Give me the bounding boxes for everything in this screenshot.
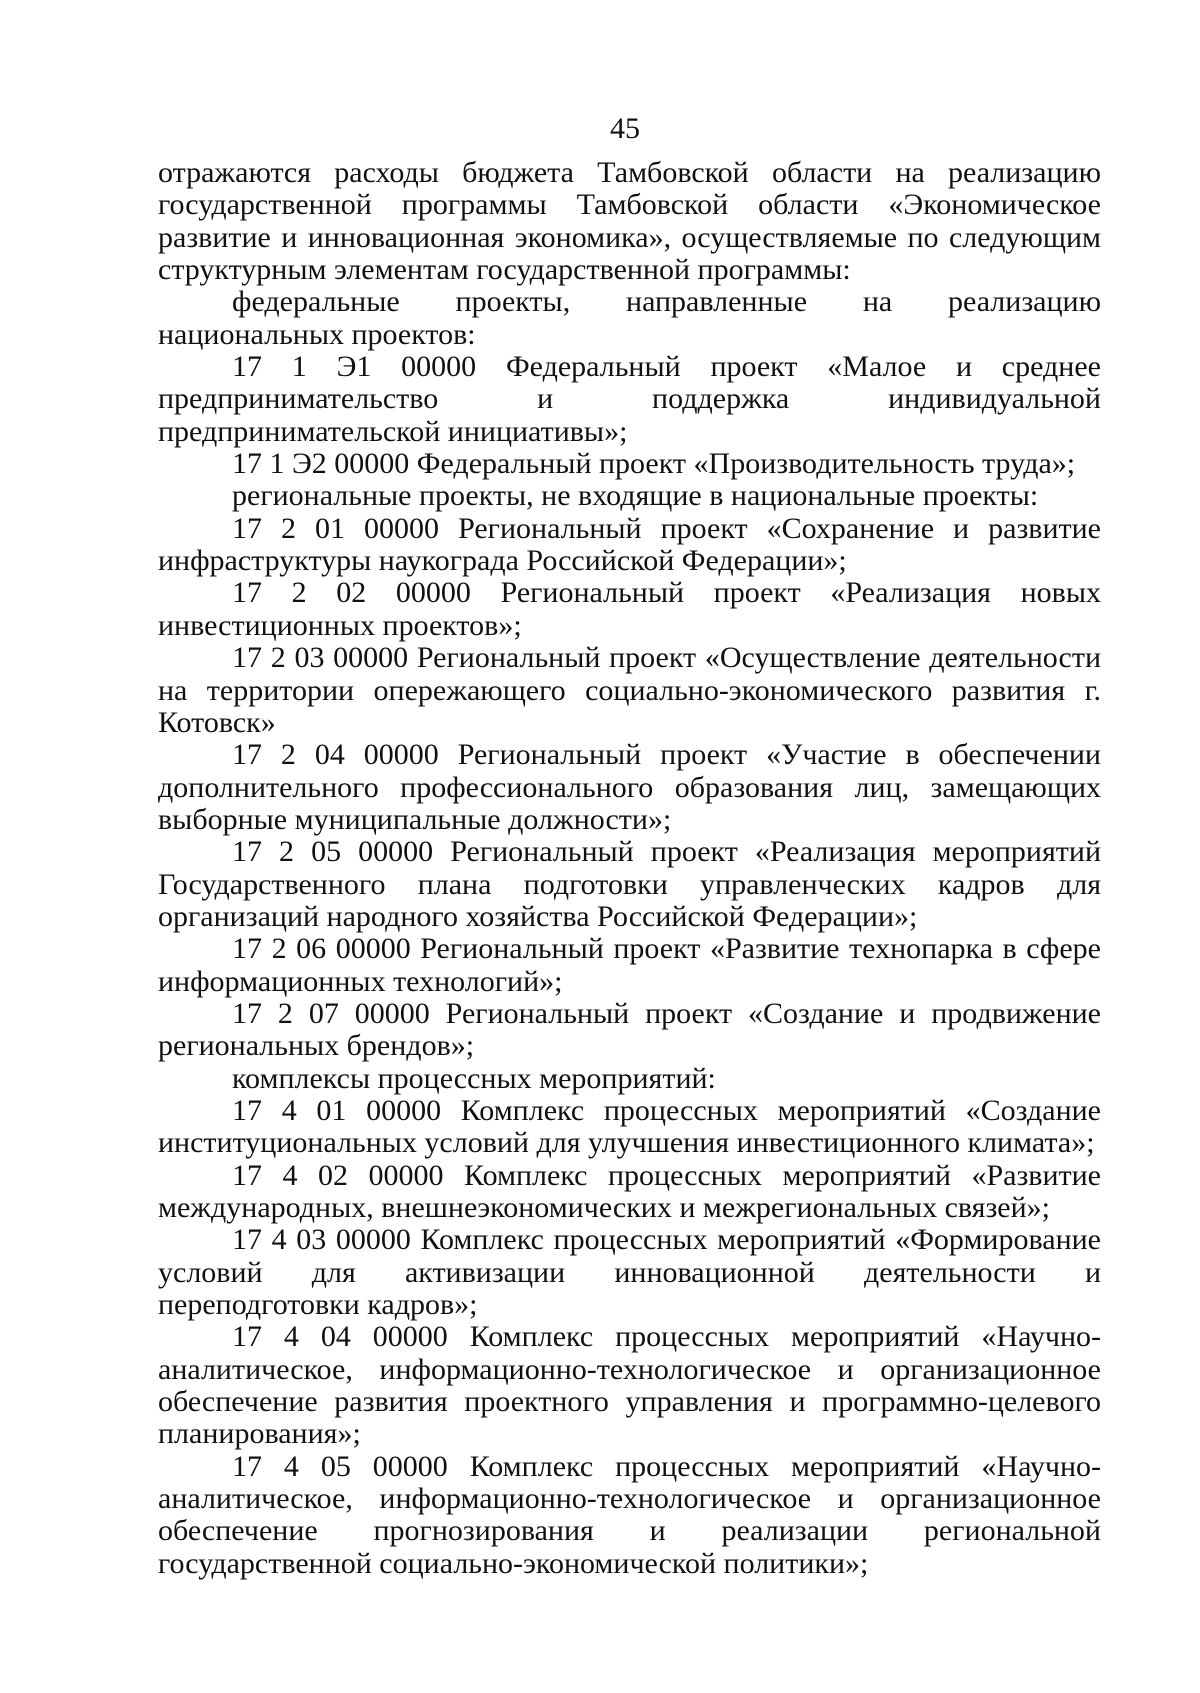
paragraph-complex-17-4-05: 17 4 05 00000 Комплекс процессных мероприятий «Научно-аналитическое, информационно-технологическое и организационное обеспечение прогнозирования и реализации региональной государственной социально-экономической политики»; xyxy=(158,1449,1101,1580)
paragraph-complex-17-4-03: 17 4 03 00000 Комплекс процессных мероприятий «Формирование условий для активизации инновационной деятельности и переподготовки кадров»; xyxy=(158,1223,1101,1322)
paragraph-project-17-1-e2: 17 1 Э2 00000 Федеральный проект «Производительность труда»; xyxy=(232,447,1076,481)
paragraph-project-17-2-03: 17 2 03 00000 Региональный проект «Осуществление деятельности на территории опережающего социально-экономического развития г. Котовск» xyxy=(158,641,1101,739)
paragraph-project-17-2-01: 17 2 01 00000 Региональный проект «Сохранение и развитие инфраструктуры наукограда Российской Федерации»; xyxy=(158,511,1101,578)
paragraph-project-17-2-02: 17 2 02 00000 Региональный проект «Реализация новых инвестиционных проектов»; xyxy=(158,576,1101,642)
paragraph-project-17-2-06: 17 2 06 00000 Региональный проект «Развитие технопарка в сфере информационных технологий»; xyxy=(158,932,1101,998)
paragraph-complex-17-4-01: 17 4 01 00000 Комплекс процессных мероприятий «Создание институциональных условий для улучшения инвестиционного климата»; xyxy=(158,1093,1101,1160)
paragraph-regional-projects-heading: региональные проекты, не входящие в национальные проекты: xyxy=(232,479,1039,513)
paragraph-complex-17-4-02: 17 4 02 00000 Комплекс процессных мероприятий «Развитие международных, внешнеэкономических и межрегиональных связей»; xyxy=(158,1158,1101,1224)
paragraph-project-17-2-04: 17 2 04 00000 Региональный проект «Участие в обеспечении дополнительного профессионального образования лиц, замещающих выборные муниципальные должности»; xyxy=(158,738,1101,836)
paragraph-federal-projects-heading: федеральные проекты, направленные на реализацию национальных проектов: xyxy=(158,285,1101,351)
paragraph-project-17-2-05: 17 2 05 00000 Региональный проект «Реализация мероприятий Государственного плана подготовки управленческих кадров для организаций народного хозяйства Российской Федерации»; xyxy=(158,835,1101,933)
paragraph-project-17-1-e1: 17 1 Э1 00000 Федеральный проект «Малое и среднее предпринимательство и поддержка индивидуальной предпринимательской инициативы»; xyxy=(158,350,1101,448)
paragraph-complex-17-4-04: 17 4 04 00000 Комплекс процессных мероприятий «Научно-аналитическое, информационно-технологическое и организационное обеспечение развития проектного управления и программно-целевого планирования»; xyxy=(158,1320,1101,1451)
paragraph-process-complexes-heading: комплексы процессных мероприятий: xyxy=(232,1061,716,1095)
paragraph-project-17-2-07: 17 2 07 00000 Региональный проект «Создание и продвижение региональных брендов»; xyxy=(158,996,1101,1063)
page-number: 45 xyxy=(610,112,640,145)
paragraph-intro: отражаются расходы бюджета Тамбовской области на реализацию государственной программы Тамбовской области «Экономическое развитие и инновационная экономика», осуществляемые по следующим структурным элементам государственной программы: xyxy=(158,156,1101,287)
document-body xyxy=(158,157,1101,1580)
